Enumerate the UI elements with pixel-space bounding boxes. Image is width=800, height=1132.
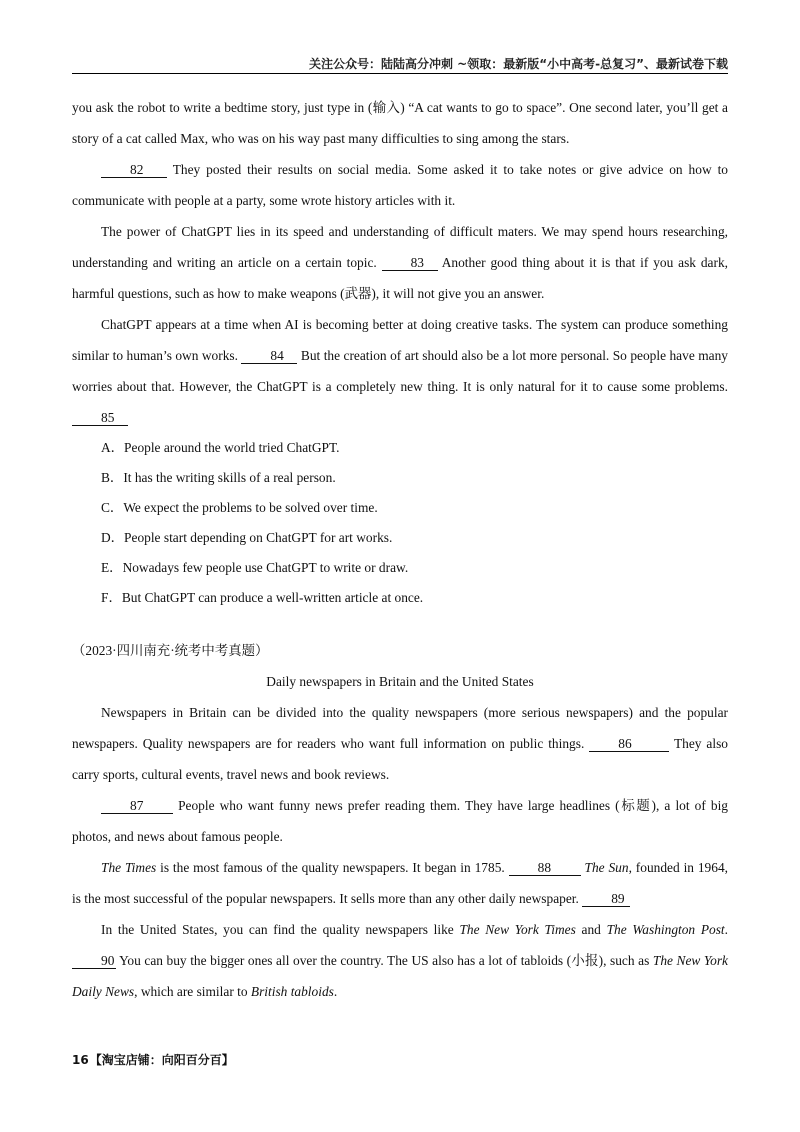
- text: They posted their results on social media. Some asked it to take notes or give advice on how to communicate with people at a party, some wrote history articles with it.: [72, 162, 728, 208]
- text: Newspapers in Britain can be divided into the quality newspapers (more serious newspapers) and the popular newspapers. Quality newspapers are for readers who want full information on public things.: [72, 705, 728, 751]
- page-content: [72, 92, 728, 1007]
- page-number: 16: [72, 1053, 89, 1067]
- page-header: [72, 55, 728, 73]
- text: The power of ChatGPT lies in its speed and understanding of difficult maters. We may spend hours researching, understanding and writing an article on a certain topic.: [72, 224, 728, 270]
- option-c: C．We expect the problems to be solved over time.: [101, 500, 378, 515]
- blank-86[interactable]: 86: [589, 736, 669, 752]
- text: is the most famous of the quality newspapers. It began in 1785.: [156, 860, 509, 875]
- passage2-paragraph-1: [72, 697, 728, 790]
- blank-88[interactable]: 88: [509, 860, 581, 876]
- header-text: 关注公众号：陆陆高分冲刺 ~领取：最新版“小中高考-总复习”、最新试卷下载: [309, 57, 728, 71]
- spacer: [72, 613, 728, 635]
- text: .: [333, 984, 338, 999]
- text: ChatGPT appears at a time when AI is becoming better at doing creative tasks. The system can produce something similar to human’s own works.: [72, 317, 728, 363]
- page-footer: [72, 1051, 234, 1068]
- blank-89[interactable]: 89: [582, 891, 630, 907]
- option-a: A．People around the world tried ChatGPT.: [101, 440, 340, 455]
- newspaper-title: The New York Times: [459, 922, 576, 937]
- passage-title: Daily newspapers in Britain and the United States: [266, 674, 534, 689]
- text: , founded in 1964, is the most successful of the popular newspapers. It sells more than any other daily newspaper.: [72, 860, 728, 906]
- text: People who want funny news prefer reading them. They have large headlines (标题), a lot of big photos, and news about famous people.: [72, 798, 728, 844]
- blank-85[interactable]: 85: [72, 410, 128, 426]
- newspaper-title: The Sun: [584, 860, 629, 875]
- header-rule: [72, 73, 728, 74]
- passage1-paragraph-2: [72, 154, 728, 216]
- text: and: [575, 922, 607, 937]
- newspaper-title: The Times: [101, 860, 157, 875]
- option-d: D．People start depending on ChatGPT for art works.: [101, 530, 393, 545]
- newspaper-title: British tabloids: [250, 984, 334, 999]
- newspaper-title: The Washington Post: [606, 922, 725, 937]
- footer-text: 【淘宝店铺：向阳百分百】: [89, 1053, 234, 1067]
- text: .: [724, 922, 729, 937]
- passage2-paragraph-2: [72, 790, 728, 852]
- text: you ask the robot to write a bedtime story, just type in (输入) “A cat wants to go to space”. One second later, you’ll get a story of a cat called Max, who was on his way past many difficulties to sing among the stars.: [72, 100, 728, 146]
- blank-90[interactable]: 90: [72, 953, 116, 969]
- blank-83[interactable]: 83: [382, 255, 438, 271]
- text: In the United States, you can find the quality newspapers like: [101, 922, 460, 937]
- passage1-paragraph-3: [72, 216, 728, 309]
- passage2-paragraph-4: [72, 914, 728, 1007]
- passage1-paragraph-4: [72, 309, 728, 433]
- text: You can buy the bigger ones all over the country. The US also has a lot of tabloids (小报), such as: [116, 953, 653, 968]
- question-source: （2023·四川南充·统考中考真题）: [72, 643, 269, 658]
- passage2-paragraph-3: [72, 852, 728, 914]
- blank-84[interactable]: 84: [241, 348, 297, 364]
- option-e: E．Nowadays few people use ChatGPT to write or draw.: [101, 560, 409, 575]
- blank-87[interactable]: 87: [101, 798, 173, 814]
- passage1-paragraph-1: [72, 92, 728, 154]
- newspaper-title: The New York Daily News: [72, 953, 728, 999]
- text: Another good thing about it is that if you ask dark, harmful questions, such as how to make weapons (武器), it will not give you an answer.: [72, 255, 728, 301]
- text: But the creation of art should also be a lot more personal. So people have many worries about that. However, the ChatGPT is a completely new thing. It is only natural for it to cause some problems.: [72, 348, 728, 394]
- option-b: B．It has the writing skills of a real person.: [101, 470, 336, 485]
- blank-82[interactable]: 82: [101, 162, 167, 178]
- option-f: F．But ChatGPT can produce a well-written article at once.: [101, 590, 424, 605]
- text: They also carry sports, cultural events, travel news and book reviews.: [72, 736, 728, 782]
- text: , which are similar to: [134, 984, 251, 999]
